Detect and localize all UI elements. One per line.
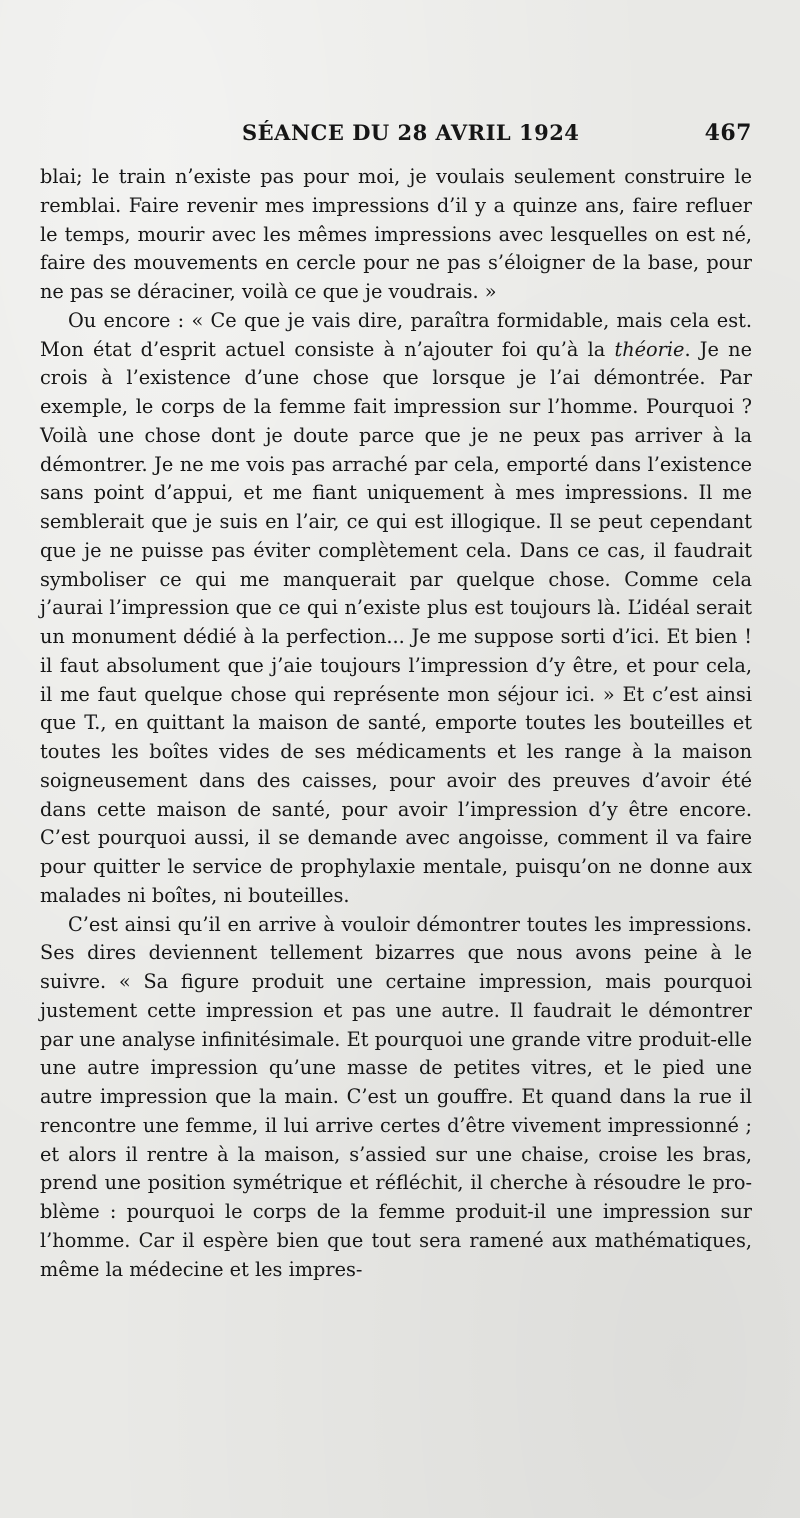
running-head: SÉANCE DU 28 AVRIL 1924 <box>242 120 580 145</box>
page-header <box>40 116 752 150</box>
paragraph-2-part-1: Ou encore : « Ce que je vais dire, paraîtra formidable, mais cela est. Mon état d’esprit actuel consiste à n’ajouter foi qu’à la <box>40 308 752 361</box>
paragraph-3: C’est ainsi qu’il en arrive à vouloir démontrer toutes les impressions. Ses dires deviennent tellement bizarres que nous avons peine à le suivre. « Sa figure produit une certaine impression, mais pourquoi justement cette impression et pas une autre. Il faudrait le démontrer par une analyse infinitésimale. Et pourquoi une grande vitre produit-elle une autre impression qu’une masse de petites vitres, et le pied une autre impression que la main. C’est un gouffre. Et quand dans la rue il rencontre une femme, il lui arrive certes d’être vivement impressionné ; et alors il rentre à la maison, s’assied sur une chaise, croise les bras, prend une position symétrique et réfléchit, il cherche à résoudre le problème : pourquoi le corps de la femme produit-il une impression sur l’homme. Car il espère bien que tout sera ramené aux mathématiques, même la médecine et les impres- <box>40 912 752 1281</box>
paragraph-1: blai; le train n’existe pas pour moi, je voulais seulement construire le remblai. Faire revenir mes impressions d’il y a quinze ans, faire refluer le temps, mourir avec les mêmes impressions avec lesquelles on est né, faire des mouvements en cercle pour ne pas s’éloigner de la base, pour ne pas se déraciner, voilà ce que je voudrais. » <box>40 165 752 303</box>
paragraph-2 <box>40 307 752 911</box>
page-number: 467 <box>704 120 752 146</box>
emphasized-word: théorie <box>614 337 685 361</box>
body-text <box>40 163 752 1284</box>
paragraph-2-part-2: . Je ne crois à l’existence d’une chose que lorsque je l’ai démontrée. Par exemple, le corps de la femme fait impression sur l’homme. Pourquoi ? Voilà une chose dont je doute parce que je ne peux pas arriver à la démontrer. Je ne me vois pas arraché par cela, emporté dans l’existence sans point d’appui, et me fiant uniquement à mes impressions. Il me semblerait que je suis en l’air, ce qui est illogique. Il se peut cependant que je ne puisse pas éviter complètement cela. Dans ce cas, il faudrait symboliser ce qui me manquerait par quelque chose. Comme cela j’aurai l’impression que ce qui n’existe plus est toujours là. L’idéal serait un monument dédié à la perfection... Je me suppose sorti d’ici. Et bien ! il faut absolument que j’aie toujours l’impression d’y être, et pour cela, il me faut quelque chose qui représente mon séjour ici. » Et c’est ainsi que T., en quittant la maison de santé, emporte toutes les bouteilles et toutes les boîtes vides de ses médicaments et les range à la maison soigneusement dans des caisses, pour avoir des preuves d’avoir été dans cette maison de santé, pour avoir l’impression d’y être encore. C’est pourquoi aussi, il se demande avec angoisse, comment il va faire pour quitter le service de prophylaxie mentale, puisqu’on ne donne aux malades ni boîtes, ni bouteilles. <box>40 337 752 907</box>
